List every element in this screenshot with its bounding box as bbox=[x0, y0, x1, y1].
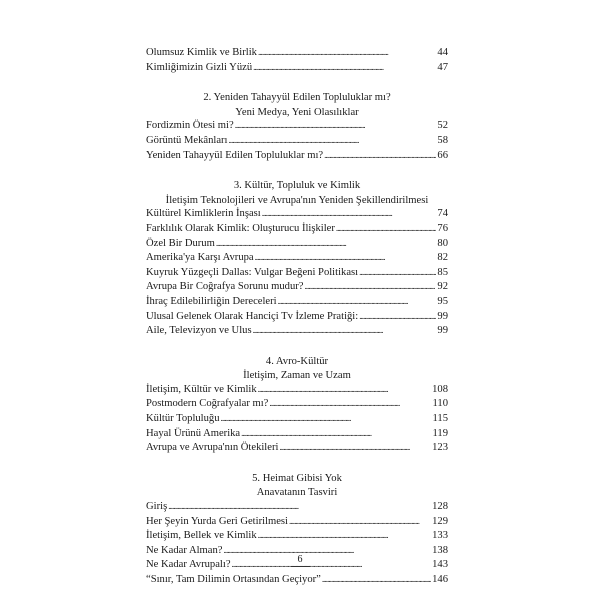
entry-page: 85 bbox=[437, 266, 448, 278]
entry-label: Farklılık Olarak Kimlik: Oluşturucu İlişkiler bbox=[146, 222, 335, 234]
entry-label: İhraç Edilebilirliğin Dereceleri bbox=[146, 295, 277, 307]
dot-leader bbox=[278, 296, 437, 306]
entry-label: Amerika'ya Karşı Avrupa bbox=[146, 252, 254, 264]
section-subtitle: İletişim, Zaman ve Uzam bbox=[243, 370, 351, 382]
table-of-contents bbox=[146, 47, 448, 589]
toc-entry bbox=[146, 516, 448, 531]
toc-entry bbox=[146, 223, 448, 238]
dot-leader bbox=[235, 120, 437, 130]
entry-page: 44 bbox=[437, 47, 448, 58]
dot-leader bbox=[359, 311, 436, 321]
toc-entry bbox=[146, 135, 448, 150]
dot-leader bbox=[168, 501, 431, 511]
dot-leader bbox=[324, 150, 436, 160]
dot-leader bbox=[216, 238, 437, 248]
section-subtitle: Anavatanın Tasviri bbox=[256, 487, 338, 499]
entry-page: 119 bbox=[432, 427, 448, 439]
dot-leader bbox=[258, 530, 431, 540]
entry-label: Kültürel Kimliklerin İnşası bbox=[146, 208, 261, 220]
entry-page: 115 bbox=[432, 413, 448, 425]
entry-page: 66 bbox=[437, 149, 448, 161]
dot-leader bbox=[279, 442, 431, 452]
section-title: 5. Heimat Gibisi Yok bbox=[252, 472, 342, 484]
dot-leader bbox=[262, 208, 437, 218]
entry-label: Yeniden Tahayyül Edilen Topluluklar mı? bbox=[146, 149, 324, 161]
section-heading bbox=[146, 472, 448, 501]
toc-entry bbox=[146, 267, 448, 282]
dot-leader bbox=[253, 62, 436, 72]
dot-leader bbox=[269, 398, 431, 408]
entry-page: 82 bbox=[437, 252, 448, 264]
entry-label: Hayal Ürünü Amerika bbox=[146, 427, 241, 439]
entry-page: 99 bbox=[437, 310, 448, 322]
dot-leader bbox=[229, 135, 437, 145]
dot-leader bbox=[322, 574, 431, 584]
section-heading bbox=[146, 179, 448, 208]
entry-page: 47 bbox=[437, 61, 448, 73]
dot-leader bbox=[359, 267, 436, 277]
intro-entries bbox=[146, 47, 448, 76]
section-title: 4. Avro-Kültür bbox=[265, 355, 329, 367]
entry-page: 138 bbox=[432, 544, 448, 556]
toc-entry bbox=[146, 311, 448, 326]
toc-entry bbox=[146, 574, 448, 589]
entry-label: Kültür Topluluğu bbox=[146, 413, 220, 425]
section-heading bbox=[146, 355, 448, 384]
section-title: 2. Yeniden Tahayyül Edilen Topluluklar mı? bbox=[203, 92, 391, 104]
section-title: 3. Kültür, Topluluk ve Kimlik bbox=[233, 180, 361, 192]
entry-label: Avrupa Bir Coğrafya Sorunu mudur? bbox=[146, 281, 304, 293]
toc-entry bbox=[146, 252, 448, 267]
entry-page: 133 bbox=[432, 530, 448, 542]
entry-label: Giriş bbox=[146, 501, 168, 513]
toc-entry bbox=[146, 384, 448, 399]
dot-leader bbox=[336, 223, 437, 233]
entry-label: İletişim, Kültür ve Kimlik bbox=[146, 383, 257, 395]
entry-label: İletişim, Bellek ve Kimlik bbox=[146, 530, 257, 542]
entry-page: 76 bbox=[437, 222, 448, 234]
entry-label: Ne Kadar Alman? bbox=[146, 544, 223, 556]
entry-label: Her Şeyin Yurda Geri Getirilmesi bbox=[146, 515, 288, 527]
toc-entry bbox=[146, 208, 448, 223]
toc-entry bbox=[146, 501, 448, 516]
dot-leader bbox=[255, 252, 437, 262]
toc-entry bbox=[146, 238, 448, 253]
entry-page: 52 bbox=[437, 120, 448, 132]
toc-entry bbox=[146, 120, 448, 135]
entry-page: 99 bbox=[437, 325, 448, 337]
section-heading bbox=[146, 91, 448, 120]
entry-page: 143 bbox=[432, 559, 448, 571]
dot-leader bbox=[241, 428, 431, 438]
toc-entry bbox=[146, 150, 448, 165]
toc-entry bbox=[146, 530, 448, 545]
page-footer bbox=[0, 554, 600, 567]
entry-page: 80 bbox=[437, 237, 448, 249]
page-number: 6 bbox=[291, 554, 310, 567]
entry-page: 108 bbox=[432, 383, 448, 395]
dot-leader bbox=[289, 516, 431, 526]
entry-label: Olumsuz Kimlik ve Birlik bbox=[146, 47, 257, 58]
dot-leader bbox=[253, 325, 437, 335]
entry-label: Kimliğimizin Gizli Yüzü bbox=[146, 61, 253, 73]
entry-label: Görüntü Mekânları bbox=[146, 134, 228, 146]
entry-page: 74 bbox=[437, 208, 448, 220]
toc-entry bbox=[146, 428, 448, 443]
toc-entry bbox=[146, 398, 448, 413]
entry-label: Fordizmin Ötesi mi? bbox=[146, 120, 234, 132]
toc-entry bbox=[146, 62, 448, 77]
entry-page: 128 bbox=[432, 501, 448, 513]
entry-label: Ulusal Gelenek Olarak Hanciçi Tv İzleme Pratiği: bbox=[146, 310, 359, 322]
entry-page: 58 bbox=[437, 134, 448, 146]
toc-entry bbox=[146, 413, 448, 428]
toc-entry bbox=[146, 296, 448, 311]
entry-label: Aile, Televizyon ve Ulus bbox=[146, 325, 252, 337]
toc-entry bbox=[146, 325, 448, 340]
section-subtitle: İletişim Teknolojileri ve Avrupa'nın Yeniden Şekillendirilmesi bbox=[165, 194, 429, 206]
entry-page: 92 bbox=[437, 281, 448, 293]
dot-leader bbox=[258, 384, 431, 394]
entry-label: Avrupa ve Avrupa'nın Ötekileri bbox=[146, 442, 279, 454]
entry-page: 146 bbox=[432, 574, 448, 585]
toc-entry bbox=[146, 47, 448, 62]
section-subtitle: Yeni Medya, Yeni Olasılıklar bbox=[235, 106, 359, 118]
entry-page: 129 bbox=[432, 515, 448, 527]
entry-page: 123 bbox=[432, 442, 448, 454]
entry-label: “Sınır, Tam Dilimin Ortasından Geçiyor” bbox=[146, 574, 321, 585]
entry-page: 110 bbox=[432, 398, 448, 410]
entry-label: Özel Bir Durum bbox=[146, 237, 215, 249]
entry-page: 95 bbox=[437, 295, 448, 307]
entry-label: Postmodern Coğrafyalar mı? bbox=[146, 398, 269, 410]
toc-entry bbox=[146, 281, 448, 296]
dot-leader bbox=[305, 281, 437, 291]
toc-entry bbox=[146, 442, 448, 457]
dot-leader bbox=[221, 413, 432, 423]
entry-label: Kuyruk Yüzgeçli Dallas: Vulgar Beğeni Politikası bbox=[146, 266, 359, 278]
entry-label: Ne Kadar Avrupalı? bbox=[146, 559, 231, 571]
dot-leader bbox=[258, 47, 436, 57]
